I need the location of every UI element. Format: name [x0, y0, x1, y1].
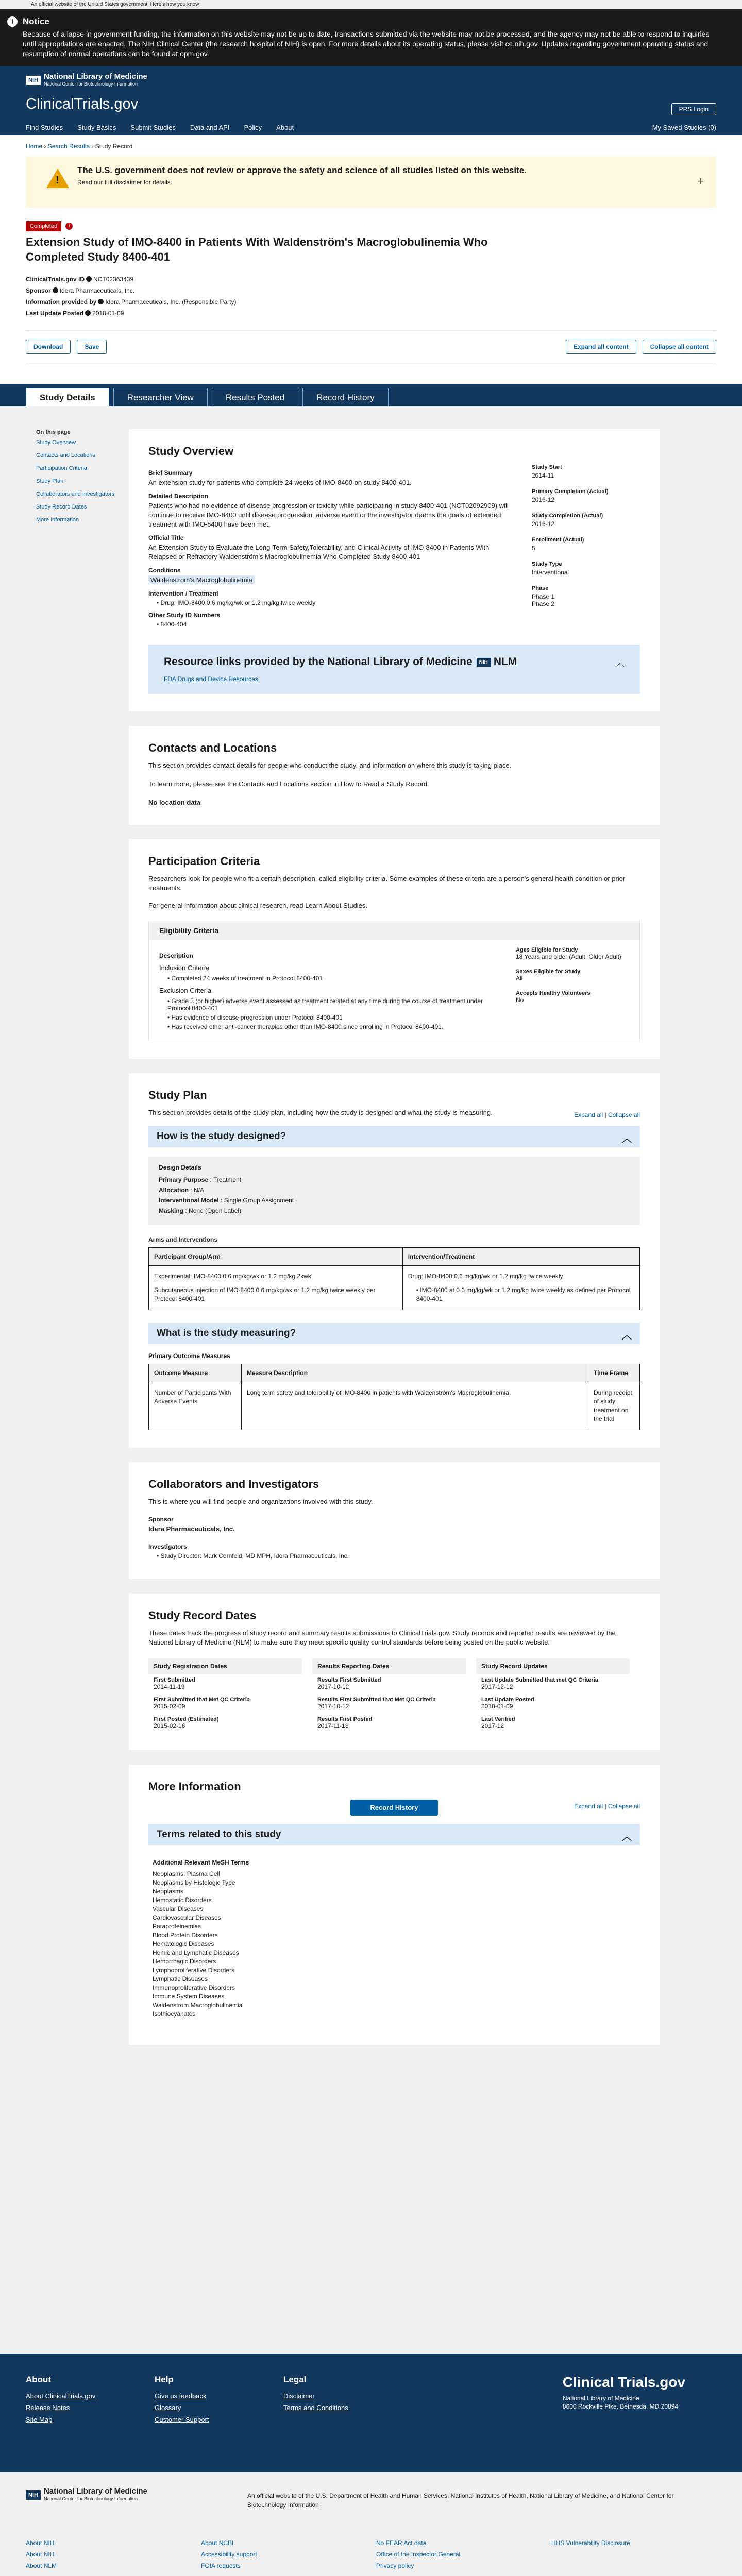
- footer-link[interactable]: Glossary: [155, 2404, 181, 2412]
- section-title: Study Overview: [148, 445, 234, 457]
- footer-link[interactable]: Customer Support: [155, 2416, 209, 2424]
- shutdown-notice: [0, 9, 742, 66]
- download-button[interactable]: Download: [26, 340, 71, 354]
- official-website-text: An official website of the U.S. Department of Health and Human Services, National Institutes of Health, National Library of Medicine, and National Center for Biotechnology Information: [247, 2492, 674, 2509]
- registration-dates: Study Registration Dates First Submitted 2014-11-19 First Submitted that Met QC Criteria 2015-02-09 First Posted (Estimated) 2015-02-16: [148, 1658, 302, 1733]
- saved-studies-link[interactable]: My Saved Studies (0): [652, 124, 716, 131]
- site-footer: [0, 2354, 742, 2472]
- resource-links-panel: Resource links provided by the National Library of Medicine NIH NLM ︿ FDA Drugs and Device Resources: [148, 645, 640, 694]
- info-icon[interactable]: [53, 287, 58, 293]
- last-update-row: Last Update Posted 2018-01-09: [26, 310, 124, 317]
- footer-link[interactable]: Site Map: [26, 2416, 53, 2424]
- lower-footer-links: About NIH About NCBI No FEAR Act data HHS Vulnerability Disclosure About NIH Accessibility support Office of the Inspector General About NLM FOIA requests Privacy policy: [26, 2539, 630, 2569]
- more-info-section: More Information Record History Expand all | Collapse all Terms related to this study ︿ Additional Relevant MeSH Terms Neoplasms, Plasma Cell Neoplasms by Histologic Type Neoplasms Hemostatic Disorders Vascular Diseases Cardiovascular Diseases Paraproteinemias Blood Protein Disorders Hematologic Diseases Hemic and Lymphatic Diseases Hemorrhagic Disorders Lymphoproliferative Disorders Lymphatic Diseases Immunoproliferative Disorders Immune System Diseases Waldenstrom Macroglobulinemia Isothiocyanates: [129, 1765, 660, 2045]
- learn-about-studies-link[interactable]: For general information about clinical research, read Learn About Studies.: [148, 902, 367, 909]
- nih-logo[interactable]: NIH: [26, 2490, 41, 2500]
- footer-link[interactable]: Give us feedback: [155, 2392, 207, 2400]
- overview-facts: Study Start 2014-11 Primary Completion (Actual) 2016-12 Study Completion (Actual) 2016-12 Enrollment (Actual) 5 Study Type Interventional Phase Phase 1 Phase 2: [532, 464, 609, 607]
- design-details: Design Details Primary Purpose : Treatment Allocation : N/A Interventional Model : Single Group Assignment Masking : None (Open Label): [148, 1157, 640, 1225]
- side-link-plan[interactable]: Study Plan: [36, 478, 64, 484]
- side-link-dates[interactable]: Study Record Dates: [36, 504, 87, 510]
- chevron-up-icon[interactable]: ︿: [615, 658, 625, 668]
- table-row: Experimental: IMO-8400 0.6 mg/kg/wk or 1.2 mg/kg 2xwk Subcutaneous injection of IMO-8400 0.6 mg/kg/wk or 1.2 mg/kg twice weekly per Protocol 8400-401 Drug: IMO-8400 0.6 mg/kg/wk or 1.2 mg/kg twice weekly • IMO-8400 at 0.6 mg/kg/wk or 1.2 mg/kg twice weekly as defined per Protocol 8400-401: [149, 1266, 640, 1310]
- contacts-section: Contacts and Locations This section provides contact details for people who conduct the study, and information on where this study is taking place. To learn more, please see the Contacts and Locations section in How to Read a Study Record. No location data: [129, 726, 660, 825]
- nav-find-studies[interactable]: Find Studies: [26, 124, 63, 131]
- side-link-participation[interactable]: Participation Criteria: [36, 465, 88, 471]
- record-dates-section: Study Record Dates These dates track the progress of study record and summary results submissions to ClinicalTrials.gov. Study records and reported results are reviewed by the National Library of Medicine (NLM) to make sure they meet specific quality control standards before being posted on the public website. Study Registration Dates First Submitted 2014-11-19 First Submitted that Met QC Criteria 2015-02-09 First Posted (Estimated) 2015-02-16 Results Reporting Dates Results First Submitted 2017-10-12 Results First Submitted that Met QC Criteria 2017-10-12 Results First Posted 2017-11-13 Study Record Updates Last Update Submitted that met QC Criteria 2017-12-12 Last Update Posted 2018-01-09 Last Verified 2017-12: [129, 1594, 660, 1750]
- study-overview-section: Study Overview Brief Summary An extension study for patients who complete 24 weeks of IMO-8400 on study 8400-401. Detailed Description Patients who had no evidence of disease progression or toxicity while participating in study 8400-401 (NCT02092909) will continue to receive IMO-8400 until disease progression, adverse event or the investigator deems the goals of extended treatment with IMO-8400 have been met. Official Title An Extension Study to Evaluate the Long-Term Safety,Tolerability, and Clinical Activity of IMO-8400 in Patients With Relapsed or Refractory Waldenström's Macroglobulinemia Who Completed Study 8400-401 Conditions Waldenstrom's Macroglobulinemia Intervention / Treatment • Drug: IMO-8400 0.6 mg/kg/wk or 1.2 mg/kg twice weekly Other Study ID Numbers • 8400-404 Study Start 2014-11 Primary Completion (Actual) 2016-12 Study Completion (Actual) 2016-12 Enrollment (Actual) 5 Study Type Interventional Phase Phase 1 Phase 2 Resource links provided by the National Library of Medicine NIH NLM ︿ FDA Drugs and Device Resources: [129, 429, 660, 711]
- sponsor-row: Sponsor Idera Pharmaceuticals, Inc.: [26, 287, 135, 294]
- footer-about: About About ClinicalTrials.gov Release Notes Site Map: [26, 2375, 155, 2457]
- tab-researcher-view[interactable]: Researcher View: [113, 388, 208, 406]
- notice-title: Notice: [23, 16, 49, 26]
- gov-banner: An official website of the United States government. Here's how you know: [0, 0, 742, 9]
- study-measuring-accordion[interactable]: What is the study measuring? ︿: [148, 1323, 640, 1344]
- status-badge: Completed: [26, 221, 61, 231]
- alert-title: The U.S. government does not review or approve the safety and science of all studies listed on this website.: [77, 165, 527, 175]
- terms-accordion[interactable]: Terms related to this study ︿: [148, 1824, 640, 1845]
- collaborators-section: Collaborators and Investigators This is where you will find people and organizations involved with this study. Sponsor Idera Pharmaceuticals, Inc. Investigators • Study Director: Mark Cornfeld, MD MPH, Idera Pharmaceuticals, Inc.: [129, 1462, 660, 1579]
- footer-help: Help Give us feedback Glossary Customer Support: [155, 2375, 283, 2457]
- main-nav: [26, 124, 716, 131]
- alert-text: Read our full disclaimer for details.: [77, 179, 173, 186]
- nih-logo: NIH: [477, 658, 491, 667]
- condition-link[interactable]: Waldenstrom's Macroglobulinemia: [148, 575, 255, 584]
- other-id-item: • 8400-404: [157, 621, 187, 628]
- footer-link[interactable]: Release Notes: [26, 2404, 70, 2412]
- expand-alert-icon[interactable]: +: [697, 175, 704, 188]
- study-design-accordion[interactable]: How is the study designed? ︿: [148, 1126, 640, 1147]
- record-history-button[interactable]: Record History: [350, 1800, 438, 1816]
- footer-link[interactable]: Disclaimer: [283, 2392, 315, 2400]
- side-link-more-info[interactable]: More Information: [36, 517, 79, 523]
- nih-logo[interactable]: NIH: [26, 76, 41, 85]
- footer-brand: Clinical Trials.gov National Library of Medicine 8600 Rockville Pike, Bethesda, MD 20894: [562, 2374, 685, 2410]
- action-bar: [26, 330, 716, 363]
- disclaimer-alert: ! The U.S. government does not review or approve the safety and science of all studies listed on this website. Read our full disclaimer for details. +: [26, 156, 716, 208]
- nav-submit-studies[interactable]: Submit Studies: [130, 124, 176, 131]
- chevron-up-icon: ︿: [621, 1832, 632, 1842]
- tab-record-history[interactable]: Record History: [302, 388, 388, 406]
- eligibility-box: Eligibility Criteria Description Inclusion Criteria • Completed 24 weeks of treatment in Protocol 8400-401 Exclusion Criteria • Grade 3 (or higher) adverse event assessed as treatment related at any time during the course of treatment under Protocol 8400-401 • Has evidence of disease progression under Protocol 8400-401 • Has received other anti-cancer therapies other than IMO-8400 since enrolling in Protocol 8400-401. Ages Eligible for Study 18 Years and older (Adult, Older Adult) Sexes Eligible for Study All Accepts Healthy Volunteers No: [148, 921, 640, 1041]
- side-link-collaborators[interactable]: Collaborators and Investigators: [36, 491, 115, 497]
- official-title: An Extension Study to Evaluate the Long-Term Safety,Tolerability, and Clinical Activity of IMO-8400 in Patients With Relapsed or Refractory Waldenström's Macroglobulinemia Who Completed Study 8400-401: [148, 544, 490, 561]
- info-provided-row: Information provided by Idera Pharmaceuticals, Inc. (Responsible Party): [26, 298, 237, 306]
- results-dates: Results Reporting Dates Results First Submitted 2017-10-12 Results First Submitted that Met QC Criteria 2017-10-12 Results First Posted 2017-11-13: [312, 1658, 466, 1733]
- site-header: [0, 66, 742, 135]
- page-title: Extension Study of IMO-8400 in Patients With Waldenström's Macroglobulinemia Who Completed Study 8400-401: [26, 235, 488, 263]
- participation-section: Participation Criteria Researchers look for people who fit a certain description, called eligibility criteria. Some examples of these criteria are a person's general health condition or prior treatments. For general information about clinical research, read Learn About Studies. Eligibility Criteria Description Inclusion Criteria • Completed 24 weeks of treatment in Protocol 8400-401 Exclusion Criteria • Grade 3 (or higher) adverse event assessed as treatment related at any time during the course of treatment under Protocol 8400-401 • Has evidence of disease progression under Protocol 8400-401 • Has received other anti-cancer therapies other than IMO-8400 since enrolling in Protocol 8400-401. Ages Eligible for Study 18 Years and older (Adult, Older Adult) Sexes Eligible for Study All Accepts Healthy Volunteers No: [129, 839, 660, 1059]
- contacts-learn-link[interactable]: To learn more, please see the Contacts and Locations section in How to Read a Study Record.: [148, 780, 429, 788]
- footer-link[interactable]: About ClinicalTrials.gov: [26, 2392, 96, 2400]
- fda-resources-link[interactable]: FDA Drugs and Device Resources: [164, 675, 258, 683]
- tab-results-posted[interactable]: Results Posted: [212, 388, 298, 406]
- nav-policy[interactable]: Policy: [244, 124, 262, 131]
- arms-table: Participant Group/Arm Intervention/Treatment Experimental: IMO-8400 0.6 mg/kg/wk or 1.2 mg/kg 2xwk Subcutaneous injection of IMO-8400 0.6 mg/kg/wk or 1.2 mg/kg twice weekly per Protocol 8400-401 Drug: IMO-8400 0.6 mg/kg/wk or 1.2 mg/kg twice weekly • IMO-8400 at 0.6 mg/kg/wk or 1.2 mg/kg twice weekly as defined per Protocol 8400-401: [148, 1247, 640, 1310]
- chevron-up-icon: ︿: [621, 1330, 632, 1341]
- notice-text: Because of a lapse in government funding, the information on this website may not be up to date, transactions submitted via the website may not be processed, and the agency may not be able to respond to inquiries until appropriations are enacted. The NIH Clinical Center (the research hospital of NIH) is open. For more details about its operating status, please visit cc.nih.gov. Updates regarding government operating status and resumption of normal operations can be found at opm.gov.: [23, 30, 710, 58]
- expand-all-button[interactable]: Expand all content: [566, 340, 636, 354]
- nav-study-basics[interactable]: Study Basics: [77, 124, 116, 131]
- info-icon[interactable]: [98, 299, 104, 304]
- eligibility-facts: Ages Eligible for Study 18 Years and older (Adult, Older Adult) Sexes Eligible for Study All Accepts Healthy Volunteers No: [516, 947, 621, 1004]
- chevron-up-icon: ︿: [621, 1133, 632, 1144]
- brief-summary: An extension study for patients who complete 24 weeks of IMO-8400 on study 8400-401.: [148, 479, 412, 486]
- breadcrumb: Home › Search Results › Study Record: [26, 143, 133, 150]
- nav-about[interactable]: About: [276, 124, 294, 131]
- save-button[interactable]: Save: [77, 340, 107, 354]
- study-id-row: ClinicalTrials.gov ID NCT02363439: [26, 276, 134, 283]
- plan-collapse-all[interactable]: Collapse all: [608, 1111, 640, 1118]
- tab-study-details[interactable]: Study Details: [26, 388, 109, 406]
- plan-expand-all[interactable]: Expand all: [574, 1111, 603, 1118]
- nlm-title[interactable]: National Library of Medicine National Center for Biotechnology Information: [43, 72, 147, 87]
- footer-link[interactable]: Terms and Conditions: [283, 2404, 348, 2412]
- nav-data-api[interactable]: Data and API: [190, 124, 230, 131]
- info-icon[interactable]: [86, 276, 92, 282]
- info-icon: i: [7, 16, 18, 27]
- update-dates: Study Record Updates Last Update Submitted that met QC Criteria 2017-12-12 Last Update Posted 2018-01-09 Last Verified 2017-12: [476, 1658, 630, 1733]
- record-tabs: [0, 384, 742, 406]
- side-link-overview[interactable]: Study Overview: [36, 439, 76, 446]
- footer-legal: Legal Disclaimer Terms and Conditions: [283, 2375, 412, 2457]
- on-this-page-nav: [26, 429, 129, 2323]
- nlm-footer-title[interactable]: National Library of Medicine National Center for Biotechnology Information: [43, 2487, 147, 2501]
- more-collapse-all[interactable]: Collapse all: [608, 1803, 640, 1810]
- side-nav-heading: On this page: [36, 429, 71, 435]
- outcome-table: Outcome Measure Measure Description Time Frame Number of Participants With Adverse Events Long term safety and tolerability of IMO-8400 in patients with Waldenström's Macroglobulinemia During receipt of study treatment on the trial: [148, 1364, 640, 1430]
- collapse-all-button[interactable]: Collapse all content: [643, 340, 716, 354]
- side-link-contacts[interactable]: Contacts and Locations: [36, 452, 95, 459]
- breadcrumb-search-results[interactable]: Search Results: [47, 143, 90, 150]
- table-row: Number of Participants With Adverse Events Long term safety and tolerability of IMO-8400 in patients with Waldenström's Macroglobulinemia During receipt of study treatment on the trial: [149, 1382, 640, 1430]
- intervention-item: • Drug: IMO-8400 0.6 mg/kg/wk or 1.2 mg/kg twice weekly: [157, 599, 316, 606]
- study-plan-section: Study Plan This section provides details of the study plan, including how the study is designed and what the study is measuring. Expand all | Collapse all How is the study designed? ︿ Design Details Primary Purpose : Treatment Allocation : N/A Interventional Model : Single Group Assignment Masking : None (Open Label) Arms and Interventions Participant Group/Arm Intervention/Treatment Experimental: IMO-8400 0.6 mg/kg/wk or 1.2 mg/kg 2xwk Subcutaneous injection of IMO-8400 0.6 mg/kg/wk or 1.2 mg/kg twice weekly per Protocol 8400-401 Drug: IMO-8400 0.6 mg/kg/wk or 1.2 mg/kg twice weekly • IMO-8400 at 0.6 mg/kg/wk or 1.2 mg/kg twice weekly as defined per Protocol 8400-401 What is the study measuring? ︿ Primary Outcome Measures Outcome Measure Measure Description Time Frame Number of Participants With Adverse Events Long term safety and tolerability of IMO-8400 in patients with Waldenström's Macroglobulinemia During receipt of study treatment on the trial: [129, 1073, 660, 1448]
- status-info-icon[interactable]: i: [65, 223, 73, 230]
- breadcrumb-current: Study Record: [95, 143, 133, 150]
- prs-login-button[interactable]: PRS Login: [671, 103, 716, 115]
- more-expand-all[interactable]: Expand all: [574, 1803, 603, 1810]
- study-summary: [0, 208, 742, 319]
- detailed-description: Patients who had no evidence of disease progression or toxicity while participating in study 8400-401 (NCT02092909) will continue to receive IMO-8400 until disease progression, adverse event or the investigator deems the goals of extended treatment with IMO-8400 have been met.: [148, 502, 509, 528]
- info-icon[interactable]: [85, 310, 91, 316]
- breadcrumb-home[interactable]: Home: [26, 143, 43, 150]
- mesh-terms: Additional Relevant MeSH Terms Neoplasms, Plasma Cell Neoplasms by Histologic Type Neoplasms Hemostatic Disorders Vascular Diseases Cardiovascular Diseases Paraproteinemias Blood Protein Disorders Hematologic Diseases Hemic and Lymphatic Diseases Hemorrhagic Disorders Lymphoproliferative Disorders Lymphatic Diseases Immunoproliferative Disorders Immune System Diseases Waldenstrom Macroglobulinemia Isothiocyanates: [153, 1859, 249, 2018]
- lower-footer: [0, 2472, 742, 2576]
- clinicaltrials-logo[interactable]: ClinicalTrials.gov: [26, 96, 139, 112]
